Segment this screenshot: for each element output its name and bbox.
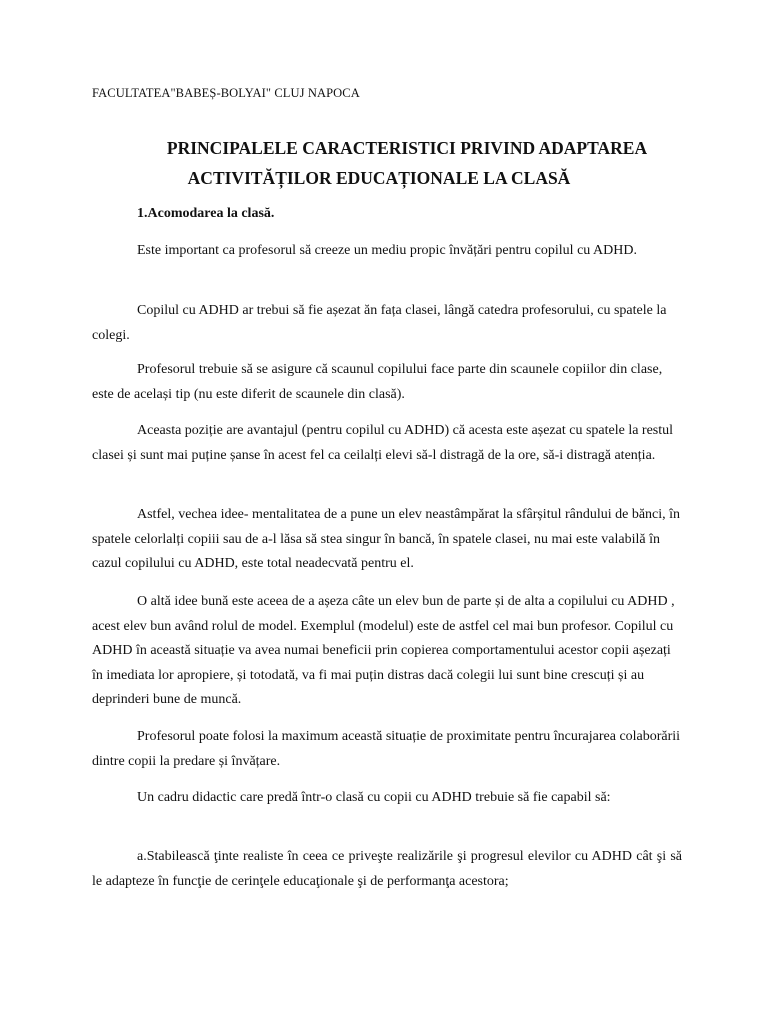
paragraph-4: Aceasta poziție are avantajul (pentru copilul cu ADHD) că acesta este așezat cu spatele la restul clasei și sunt mai puține șanse în acest fel ca ceilalți elevi să-l distragă de la ore, să-i distragă atenția. — [92, 423, 674, 463]
paragraph-3: Profesorul trebuie să se asigure că scaunul copilului face parte din scaunele copiilor din clase, este de același tip (nu este diferit de scaunele din clasă). — [92, 362, 663, 402]
faculty-header: FACULTATEA"BABEȘ-BOLYAI" CLUJ NAPOCA — [92, 86, 360, 100]
paragraph-5: Astfel, vechea idee- mentalitatea de a pune un elev neastâmpărat la sfârșitul rândului de bănci, în spatele celorlalți copiii sau de a-l lăsa să stea singur în bancă, în spatele clasei, nu mai este valabilă în cazul copilului cu ADHD, este total neadecvată pentru el. — [92, 507, 681, 572]
document-title-line-1: PRINCIPALELE CARACTERISTICI PRIVIND ADAPTAREA — [166, 138, 648, 158]
paragraph-7: Profesorul poate folosi la maximum această situație de proximitate pentru încurajarea colaborării dintre copii la predare și învățare. — [92, 729, 681, 769]
paragraph-9: a.Stabilească ţinte realiste în ceea ce priveşte realizările şi progresul elevilor cu ADHD cât şi să le adapteze în funcţie de cerinţele educaţionale şi de performanţa acestora; — [92, 849, 682, 889]
document-title-line-2: ACTIVITĂȚILOR EDUCAȚIONALE LA CLASĂ — [187, 168, 571, 188]
paragraph-6: O altă idee bună este aceea de a așeza câte un elev bun de parte și de alta a copilului cu ADHD , acest elev bun având rolul de model. Exemplul (modelul) este de astfel cel mai bun profesor. Copilul cu ADHD în această situație va avea numai beneficii prin copierea comportamentului acestor copii așezați în imediata lor apropiere, și totodată, va fi mai puțin distras dacă colegii lui sunt bine crescuți și au deprinderi bune de muncă. — [92, 594, 675, 708]
section-heading: 1.Acomodarea la clasă. — [137, 206, 275, 221]
paragraph-8: Un cadru didactic care predă într-o clasă cu copii cu ADHD trebuie să fie capabil să: — [137, 790, 611, 805]
paragraph-1: Este important ca profesorul să creeze un mediu propic învățări pentru copilul cu ADHD. — [137, 243, 637, 258]
paragraph-2: Copilul cu ADHD ar trebui să fie așezat ăn fața clasei, lângă catedra profesorului, cu spatele la colegi. — [92, 303, 667, 343]
